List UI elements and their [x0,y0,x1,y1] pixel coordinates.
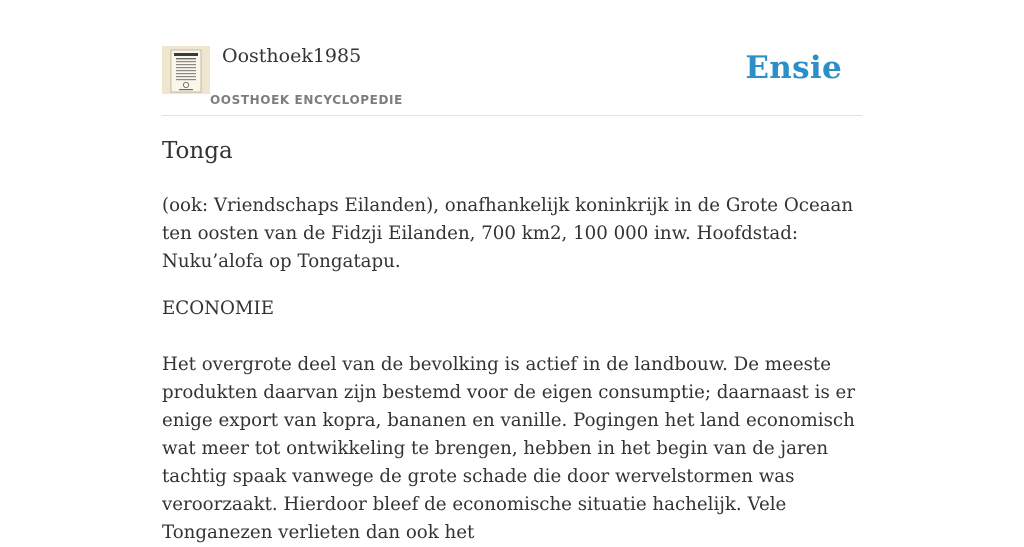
body-paragraph: Het overgrote deel van de bevolking is actief in de landbouw. De meeste produkten daarvan zijn bestemd voor de eigen consumptie; daarnaast is er enige export van kopra, bananen en vanille. Pogingen het land economisch wat meer tot ontwikkeling te brengen, hebben in het begin van de jaren tachtig spaak vanwege de grote schade die door wervelstormen was veroorzaakt. Hierdoor bleef de economische situatie hachelijk. Vele Tonganezen verlieten dan ook het [162,354,856,543]
article-container [162,0,862,543]
avatar[interactable] [162,46,210,94]
article-header [162,0,862,116]
brand-logo[interactable]: Ensie [745,50,842,86]
author-name[interactable]: Oosthoek1985 [222,45,362,67]
page-title: Tonga [162,138,233,164]
intro-paragraph: (ook: Vriendschaps Eilanden), onafhankelijk koninkrijk in de Grote Oceaan ten oosten van de Fidzji Eilanden, 700 km2, 100 000 inw. Hoofdstad: Nuku’alofa op Tongatapu. [162,195,854,272]
source-label[interactable]: OOSTHOEK ENCYCLOPEDIE [210,93,403,107]
encyclopedia-title-page-icon [162,46,210,94]
section-heading: ECONOMIE [162,298,275,319]
